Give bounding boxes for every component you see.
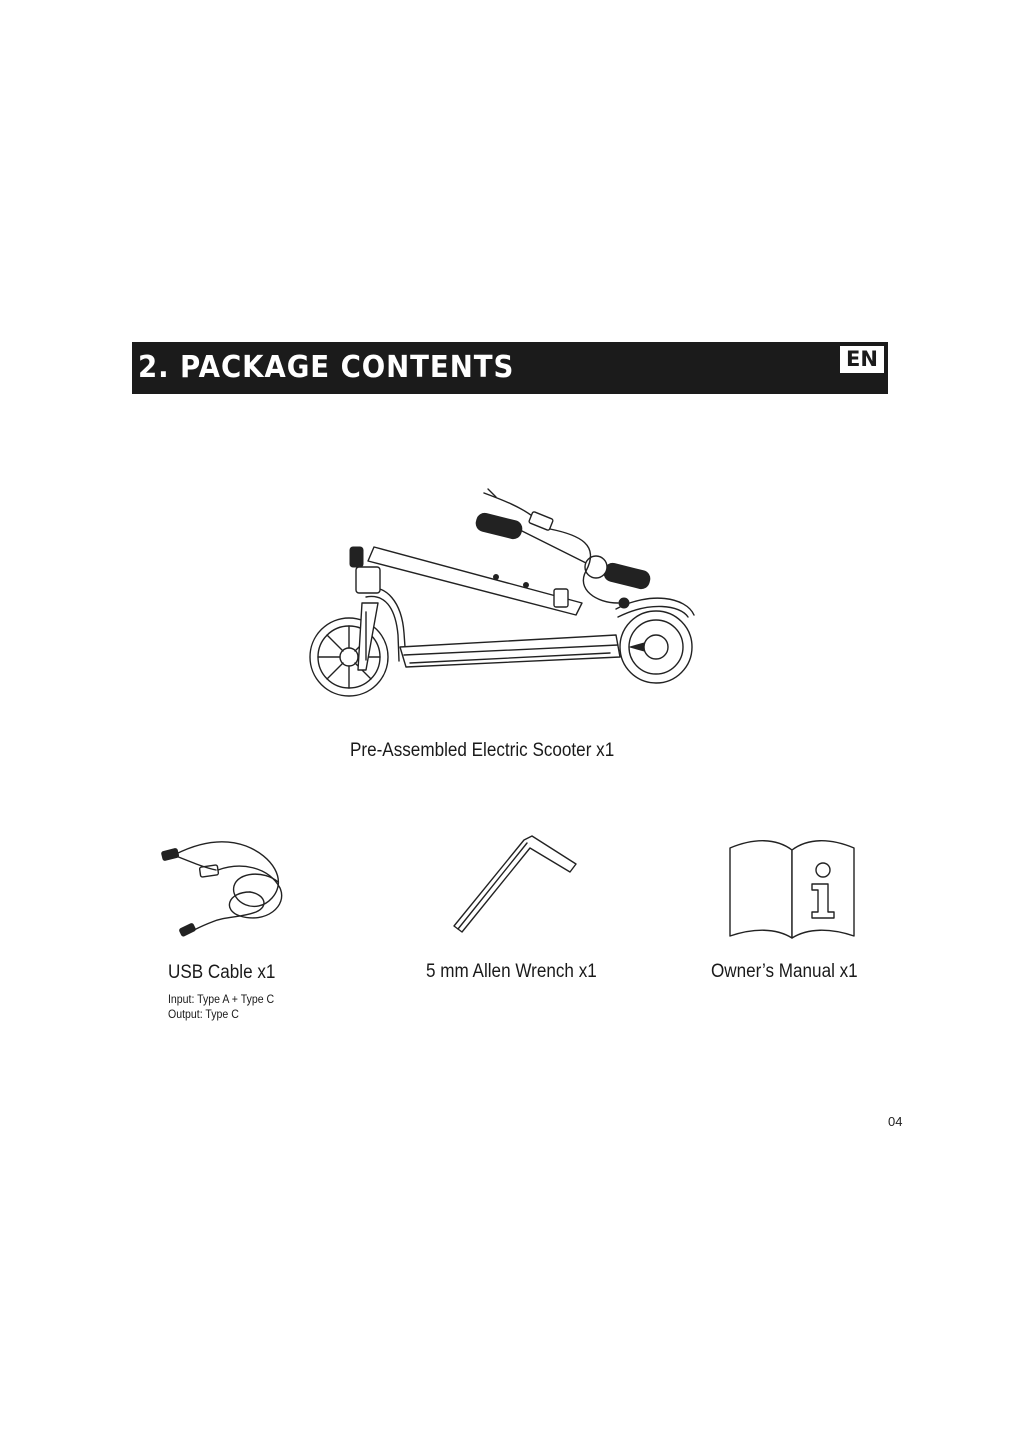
usb-cable-illustration bbox=[160, 832, 292, 940]
usb-cable-output-spec: Output: Type C bbox=[168, 1007, 239, 1021]
allen-wrench-illustration bbox=[448, 832, 588, 940]
section-header-bar bbox=[132, 342, 888, 394]
language-badge: EN bbox=[840, 346, 884, 373]
section-title: 2. PACKAGE CONTENTS bbox=[138, 350, 515, 385]
usb-cable-input-spec: Input: Type A + Type C bbox=[168, 992, 275, 1006]
scooter-drawing bbox=[300, 485, 700, 710]
owners-manual-caption: Owner’s Manual x1 bbox=[711, 961, 858, 982]
book-info-icon bbox=[726, 834, 858, 940]
page-number: 04 bbox=[888, 1114, 903, 1129]
scooter-caption: Pre-Assembled Electric Scooter x1 bbox=[350, 740, 615, 761]
scooter-illustration bbox=[300, 485, 700, 710]
owners-manual-illustration bbox=[726, 834, 858, 940]
usb-cable-drawing bbox=[160, 832, 292, 940]
usb-cable-caption: USB Cable x1 bbox=[168, 962, 276, 983]
allen-wrench-caption: 5 mm Allen Wrench x1 bbox=[426, 961, 597, 982]
allen-wrench-drawing bbox=[448, 832, 588, 940]
